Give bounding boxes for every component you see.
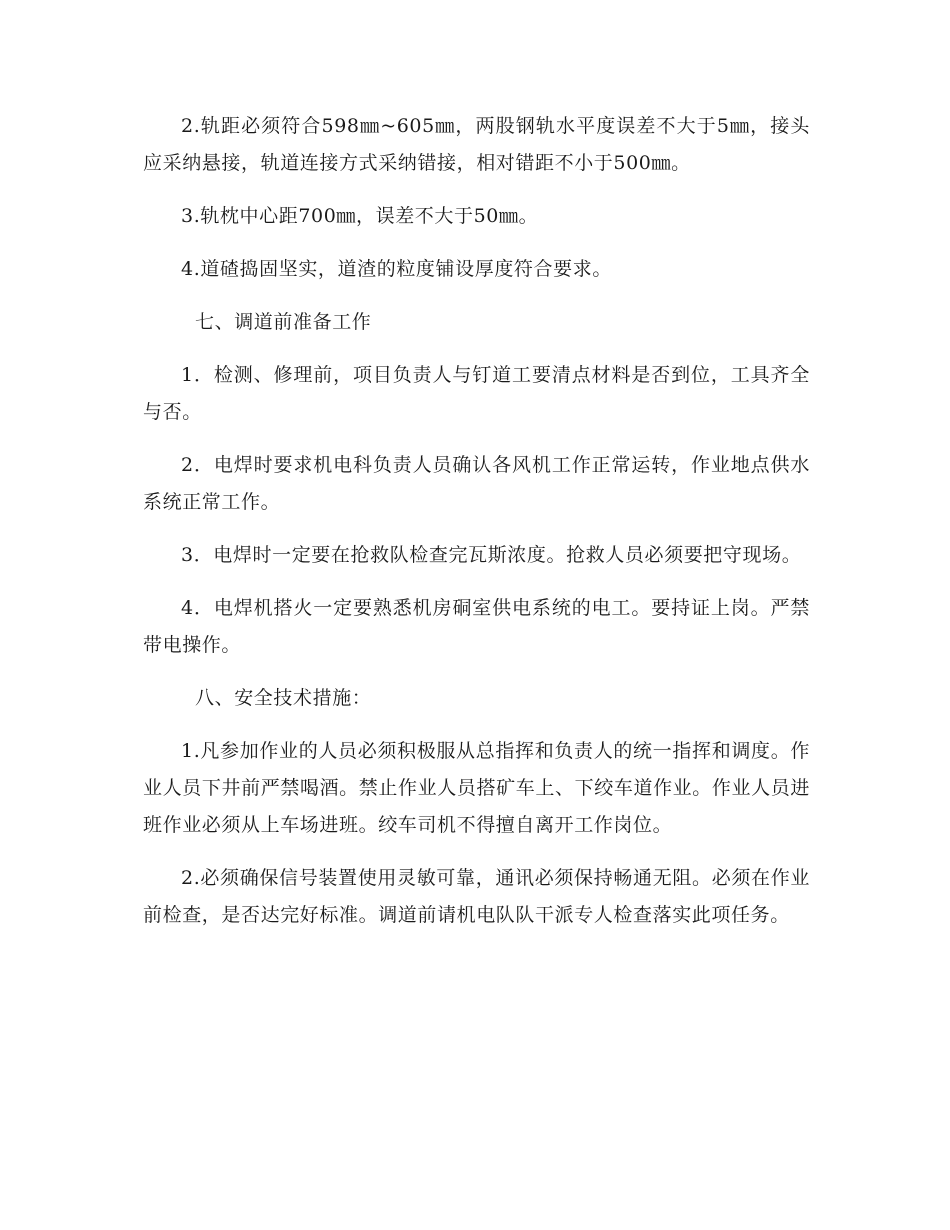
paragraph-sleeper-spacing: 3.轨枕中心距700㎜，误差不大于50㎜。: [181, 205, 539, 227]
section-heading-preparation: 七、调道前准备工作: [195, 311, 372, 333]
paragraph-prep-3: 3．电焊时一定要在抢救队检查完瓦斯浓度。抢救人员必须要把守现场。: [181, 544, 802, 566]
paragraph-prep-1: 1．检测、修理前，项目负责人与钉道工要清点材料是否到位，工具齐全与否。: [143, 364, 810, 423]
document-body: [143, 108, 810, 950]
section-heading-safety: 八、安全技术措施：: [195, 687, 372, 709]
paragraph-safety-2: 2.必须确保信号装置使用灵敏可靠，通讯必须保持畅通无阻。必须在作业前检查，是否达完好标准。调道前请机电队队干派专人检查落实此项任务。: [143, 867, 810, 926]
paragraph-safety-1: 1.凡参加作业的人员必须积极服从总指挥和负责人的统一指挥和调度。作业人员下井前严禁喝酒。禁止作业人员搭矿车上、下绞车道作业。作业人员进班作业必须从上车场进班。绞车司机不得擅自离开工作岗位。: [143, 740, 810, 836]
paragraph-prep-4: 4．电焊机搭火一定要熟悉机房硐室供电系统的电工。要持证上岗。严禁带电操作。: [143, 597, 810, 656]
paragraph-track-gauge: 2.轨距必须符合598㎜~605㎜，两股钢轨水平度误差不大于5㎜，接头应采纳悬接，轨道连接方式采纳错接，相对错距不小于500㎜。: [143, 115, 810, 174]
paragraph-ballast: 4.道碴捣固坚实，道渣的粒度铺设厚度符合要求。: [181, 258, 612, 280]
paragraph-prep-2: 2．电焊时要求机电科负责人员确认各风机工作正常运转，作业地点供水系统正常工作。: [143, 454, 810, 513]
